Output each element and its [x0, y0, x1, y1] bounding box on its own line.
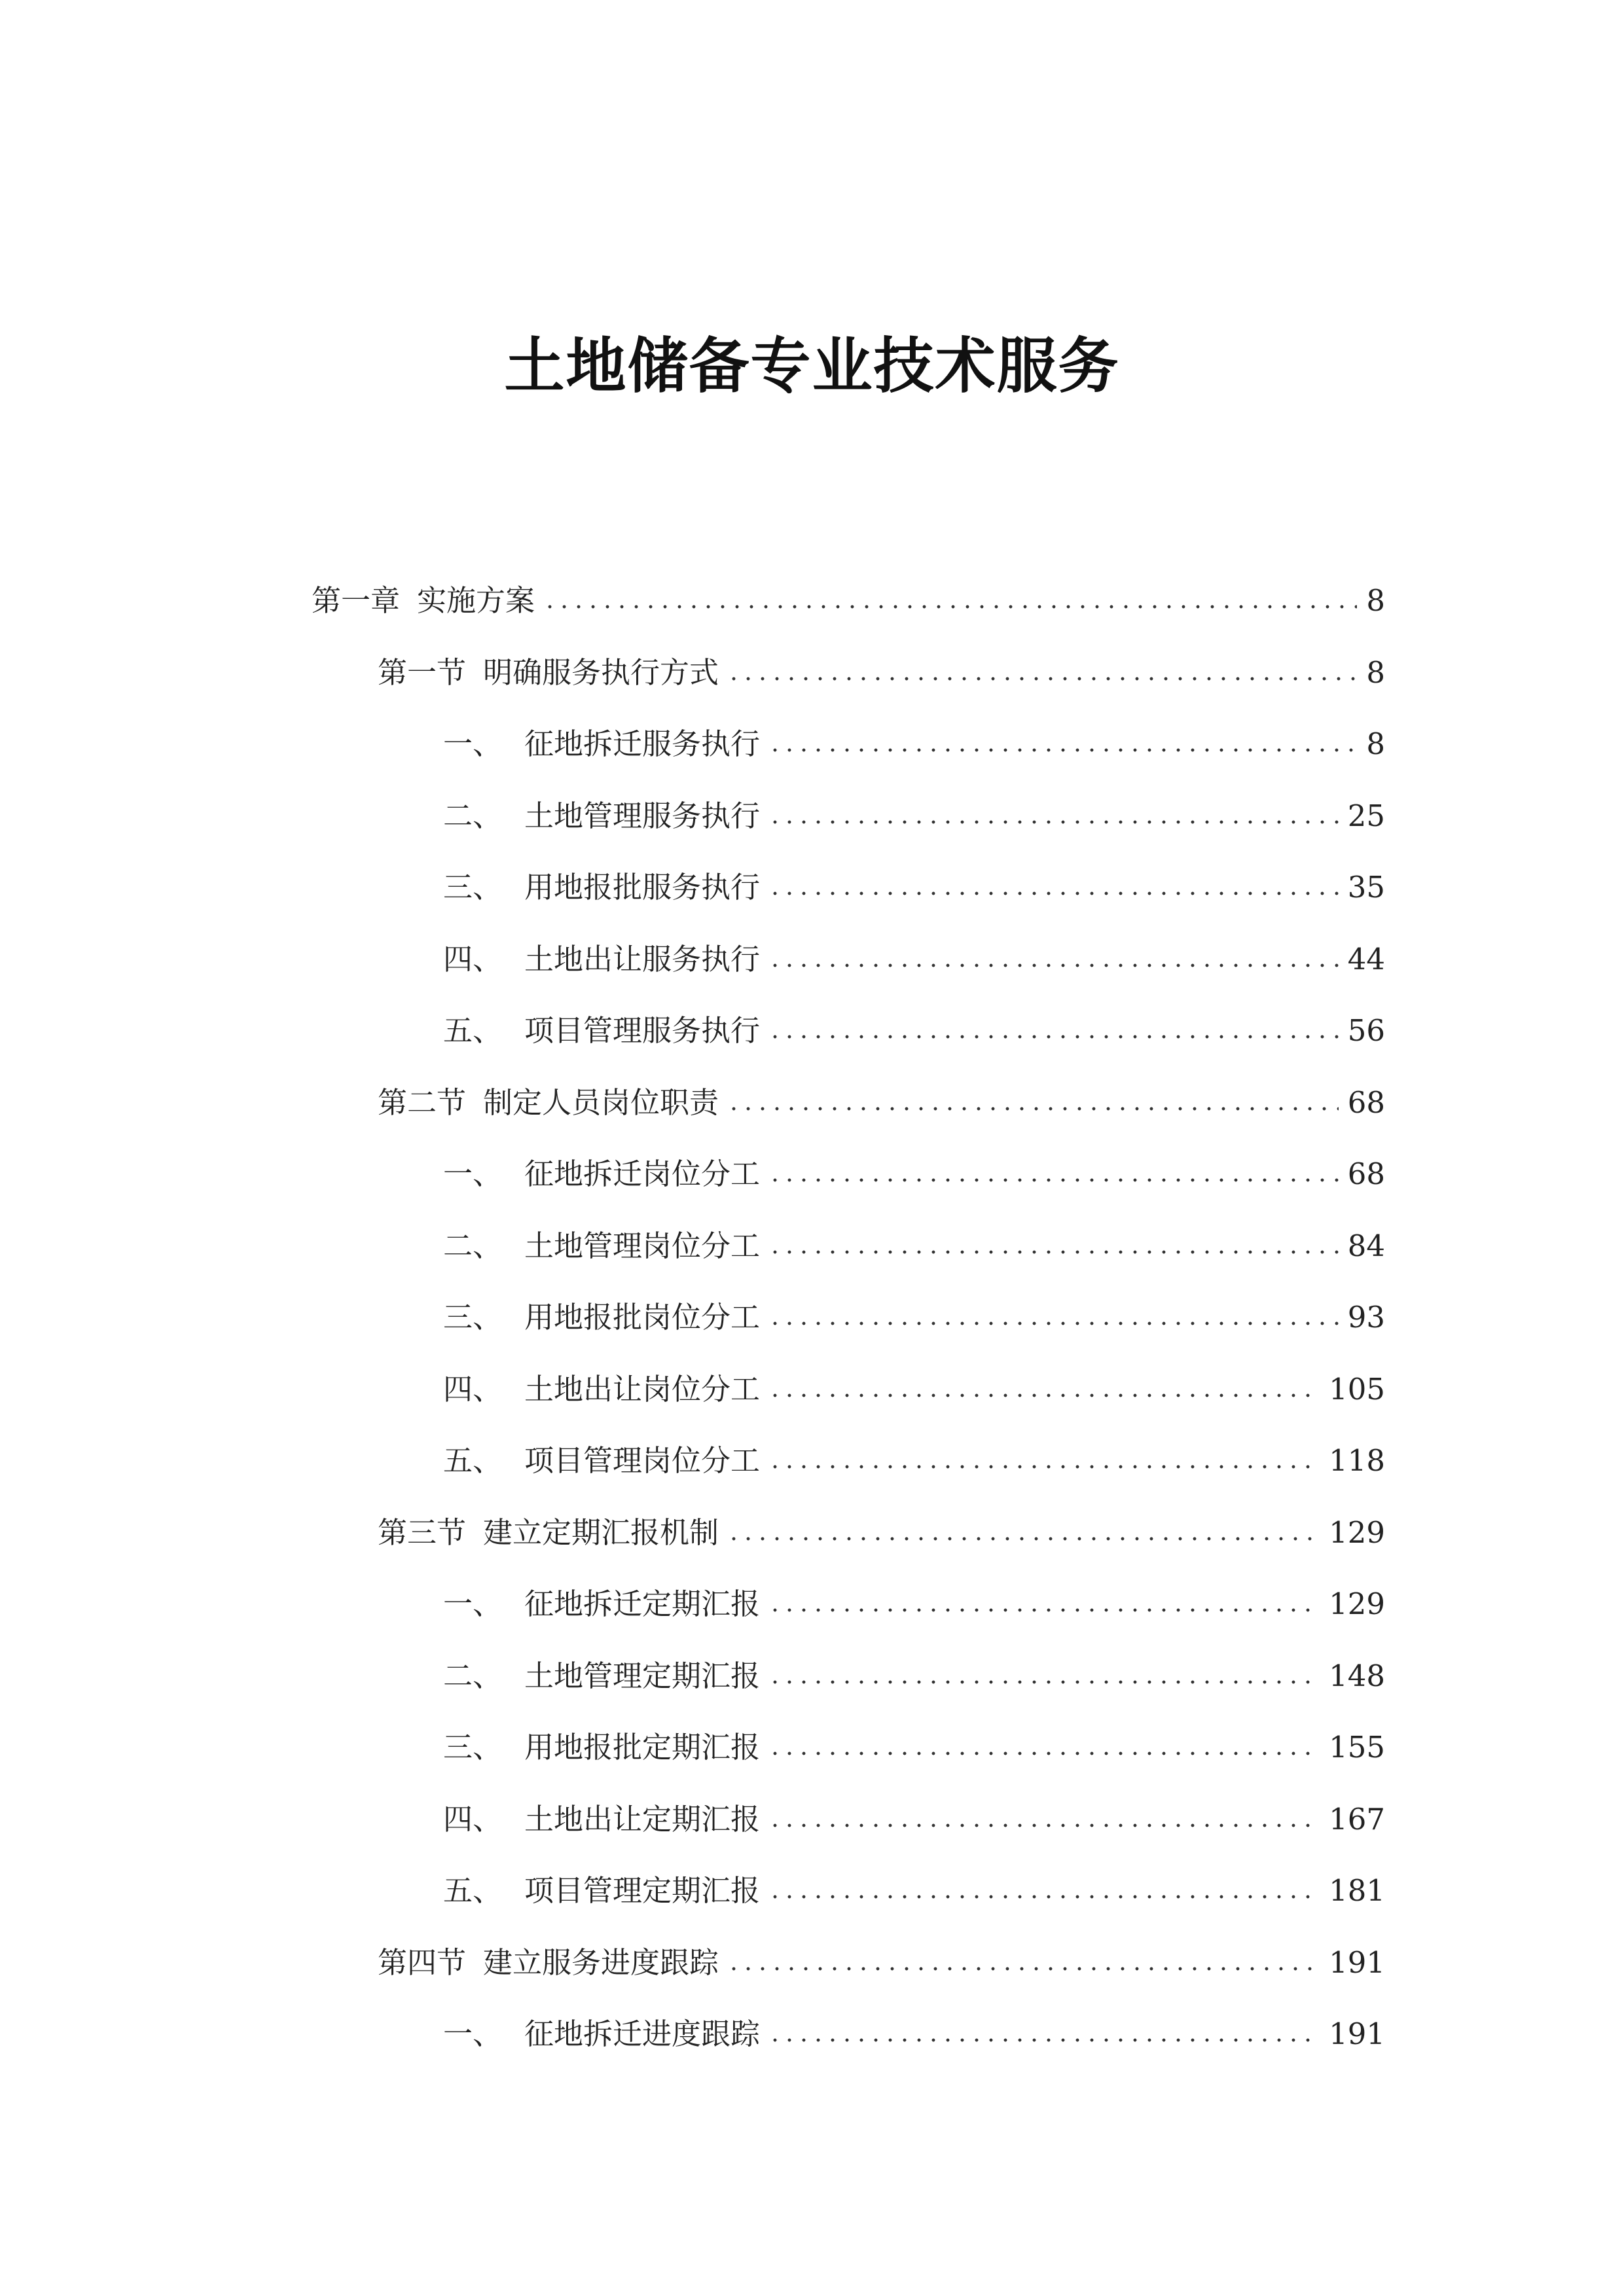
toc-entry-title: 实施方案	[417, 583, 535, 618]
toc-entry-title: 明确服务执行方式	[483, 655, 719, 690]
toc-entry-title: 用地报批定期汇报	[524, 1730, 761, 1765]
toc-entry[interactable]	[443, 1859, 1385, 1908]
toc-entry-title: 建立服务进度跟踪	[483, 1945, 719, 1980]
toc-entry-title: 土地管理定期汇报	[524, 1659, 761, 1693]
toc-entry[interactable]	[378, 641, 1385, 690]
toc-entry-title: 土地管理岗位分工	[524, 1229, 761, 1263]
toc-entry-number: 四、	[443, 1372, 503, 1407]
toc-entry-number: 第三节	[378, 1515, 467, 1550]
toc-entry[interactable]	[443, 785, 1385, 831]
toc-dot-leader	[768, 803, 1339, 829]
toc-dot-leader	[768, 1663, 1320, 1689]
toc-dot-leader	[768, 1806, 1320, 1833]
toc-dot-leader	[768, 1734, 1320, 1761]
toc-page-number: 155	[1329, 1730, 1385, 1765]
toc-entry-number: 第一章	[312, 583, 401, 618]
toc-entry[interactable]	[312, 569, 1385, 618]
toc-page-number: 191	[1329, 1945, 1385, 1980]
toc-dot-leader	[768, 874, 1339, 901]
toc-entry[interactable]	[378, 1931, 1385, 1980]
toc-page-number: 129	[1329, 1515, 1385, 1550]
toc-entry-number: 一、	[443, 1587, 503, 1621]
toc-entry-number: 第二节	[378, 1085, 467, 1120]
toc-entry-number: 三、	[443, 1730, 503, 1765]
toc-entry[interactable]	[443, 928, 1385, 977]
toc-entry-number: 五、	[443, 1013, 503, 1048]
toc-page-number: 129	[1329, 1587, 1385, 1621]
toc-page-number: 191	[1329, 2017, 1385, 2051]
toc-page-number: 25	[1347, 798, 1385, 833]
toc-page-number: 93	[1347, 1300, 1385, 1335]
toc-dot-leader	[768, 2021, 1320, 2047]
toc-entry[interactable]	[443, 1429, 1385, 1478]
toc-entry[interactable]	[443, 1286, 1385, 1335]
toc-page-number: 148	[1329, 1659, 1385, 1693]
toc-entry-title: 建立定期汇报机制	[483, 1515, 719, 1550]
toc-dot-leader	[727, 1520, 1320, 1546]
toc-page-number: 105	[1329, 1372, 1385, 1407]
toc-page-number: 167	[1329, 1802, 1385, 1837]
toc-entry-title: 项目管理岗位分工	[524, 1443, 761, 1478]
toc-page-number: 35	[1347, 870, 1385, 905]
toc-entry[interactable]	[443, 1215, 1385, 1261]
toc-dot-leader	[768, 1448, 1320, 1474]
toc-entry[interactable]	[443, 1573, 1385, 1619]
toc-entry[interactable]	[443, 2003, 1385, 2049]
toc-page-number: 68	[1347, 1085, 1385, 1120]
toc-entry[interactable]	[443, 1358, 1385, 1407]
toc-page-number: 181	[1329, 1873, 1385, 1908]
toc-dot-leader	[768, 1376, 1320, 1403]
toc-entry-number: 第四节	[378, 1945, 467, 1980]
toc-dot-leader	[727, 660, 1357, 686]
toc-entry[interactable]	[443, 856, 1385, 905]
toc-page-number: 56	[1347, 1013, 1385, 1048]
toc-entry-number: 二、	[443, 1229, 503, 1263]
toc-entry[interactable]	[443, 1645, 1385, 1691]
toc-entry-title: 用地报批岗位分工	[524, 1300, 761, 1335]
toc-page-number: 8	[1366, 583, 1385, 618]
toc-page-number: 118	[1329, 1443, 1385, 1478]
toc-page-number: 8	[1366, 726, 1385, 761]
toc-entry-title: 征地拆迁岗位分工	[524, 1157, 761, 1191]
toc-entry[interactable]	[378, 1501, 1385, 1550]
toc-entry-title: 项目管理服务执行	[524, 1013, 761, 1048]
toc-entry-number: 二、	[443, 1659, 503, 1693]
toc-dot-leader	[727, 1950, 1320, 1976]
toc-entry-number: 一、	[443, 1157, 503, 1191]
toc-page-number: 44	[1347, 942, 1385, 977]
toc-dot-leader	[768, 1878, 1320, 1904]
toc-entry-number: 第一节	[378, 655, 467, 690]
toc-entry-title: 土地出让服务执行	[524, 942, 761, 977]
toc-entry[interactable]	[378, 1071, 1385, 1120]
toc-dot-leader	[768, 731, 1357, 757]
toc-page-number: 8	[1366, 655, 1385, 690]
toc-entry-number: 五、	[443, 1443, 503, 1478]
toc-entry[interactable]	[443, 713, 1385, 759]
toc-entry-number: 一、	[443, 2017, 503, 2051]
toc-entry[interactable]	[443, 1788, 1385, 1837]
toc-page-number: 84	[1347, 1229, 1385, 1263]
toc-page-number: 68	[1347, 1157, 1385, 1191]
toc-entry-title: 土地出让岗位分工	[524, 1372, 761, 1407]
toc-entry-title: 土地出让定期汇报	[524, 1802, 761, 1837]
toc-dot-leader	[768, 1018, 1339, 1044]
toc-dot-leader	[768, 1161, 1339, 1187]
toc-entry-number: 三、	[443, 1300, 503, 1335]
toc-entry-title: 征地拆迁服务执行	[524, 726, 761, 761]
toc-entry-title: 用地报批服务执行	[524, 870, 761, 905]
toc-entry-title: 土地管理服务执行	[524, 798, 761, 833]
toc-dot-leader	[768, 1233, 1339, 1259]
toc-entry-number: 五、	[443, 1873, 503, 1908]
toc-entry[interactable]	[443, 1716, 1385, 1765]
toc-entry-title: 项目管理定期汇报	[524, 1873, 761, 1908]
toc-entry-number: 四、	[443, 1802, 503, 1837]
toc-dot-leader	[727, 1090, 1339, 1116]
toc-entry-number: 三、	[443, 870, 503, 905]
toc-dot-leader	[768, 1591, 1320, 1617]
toc-dot-leader	[768, 946, 1339, 973]
toc-entry-number: 四、	[443, 942, 503, 977]
toc-entry-title: 制定人员岗位职责	[483, 1085, 719, 1120]
toc-entry-number: 二、	[443, 798, 503, 833]
toc-entry[interactable]	[443, 1143, 1385, 1189]
toc-entry-title: 征地拆迁定期汇报	[524, 1587, 761, 1621]
toc-dot-leader	[768, 1304, 1339, 1331]
toc-entry[interactable]	[443, 999, 1385, 1048]
toc-entry-title: 征地拆迁进度跟踪	[524, 2017, 761, 2051]
document-title: 土地储备专业技术服务	[504, 331, 1120, 401]
toc-entry-number: 一、	[443, 726, 503, 761]
toc-dot-leader	[543, 588, 1357, 614]
